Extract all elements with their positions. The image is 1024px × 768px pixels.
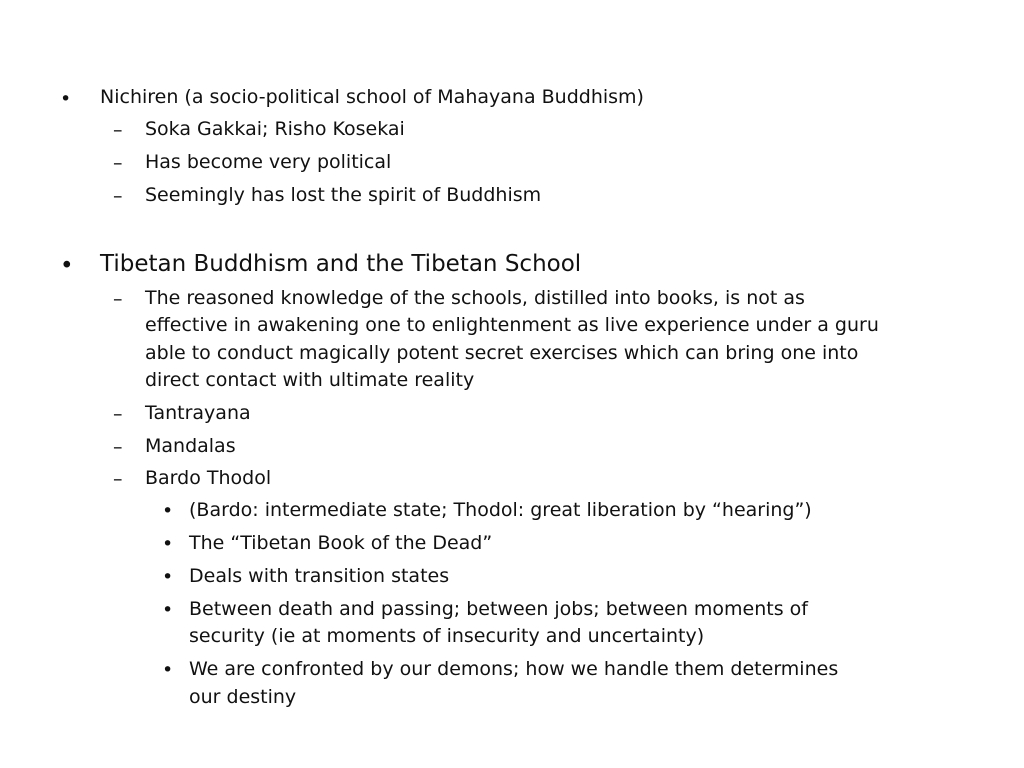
list-item: Seemingly has lost the spirit of Buddhism [145, 184, 542, 206]
bullet-dash: – [113, 119, 123, 141]
sub-list-item: The “Tibetan Book of the Dead” [189, 532, 493, 554]
bullet-disc: • [60, 88, 72, 110]
bullet-dash: – [113, 185, 123, 207]
list-item: Soka Gakkai; Risho Kosekai [145, 118, 405, 140]
list-item-line: The reasoned knowledge of the schools, distilled into books, is not as [145, 287, 805, 309]
bullet-dash: – [113, 403, 123, 425]
sub-list-item-line: Between death and passing; between jobs; between moments of [189, 598, 808, 620]
list-item: Mandalas [145, 435, 236, 457]
bullet-dash: – [113, 288, 123, 310]
bullet-disc: • [162, 599, 174, 621]
bullet-dash: – [113, 436, 123, 458]
sub-list-item-line: our destiny [189, 686, 297, 708]
bullet-disc: • [162, 659, 174, 681]
bullet-disc: • [162, 533, 174, 555]
sub-list-item-line: We are confronted by our demons; how we handle them determines [189, 658, 839, 680]
section-heading-nichiren: Nichiren (a socio-political school of Mahayana Buddhism) [100, 86, 644, 108]
sub-list-item: (Bardo: intermediate state; Thodol: great liberation by “hearing”) [189, 499, 812, 521]
bullet-disc: • [162, 566, 174, 588]
list-item: Bardo Thodol [145, 467, 272, 489]
list-item: Tantrayana [145, 402, 251, 424]
list-item-line: able to conduct magically potent secret exercises which can bring one into [145, 342, 859, 364]
bullet-dash: – [113, 468, 123, 490]
sub-list-item: Deals with transition states [189, 565, 450, 587]
bullet-disc: • [162, 500, 174, 522]
list-item: Has become very political [145, 151, 392, 173]
list-item-line: direct contact with ultimate reality [145, 369, 475, 391]
bullet-dash: – [113, 152, 123, 174]
bullet-disc: • [60, 253, 74, 279]
section-heading-tibetan: Tibetan Buddhism and the Tibetan School [100, 251, 582, 277]
list-item-line: effective in awakening one to enlightenment as live experience under a guru [145, 314, 879, 336]
sub-list-item-line: security (ie at moments of insecurity and uncertainty) [189, 625, 705, 647]
